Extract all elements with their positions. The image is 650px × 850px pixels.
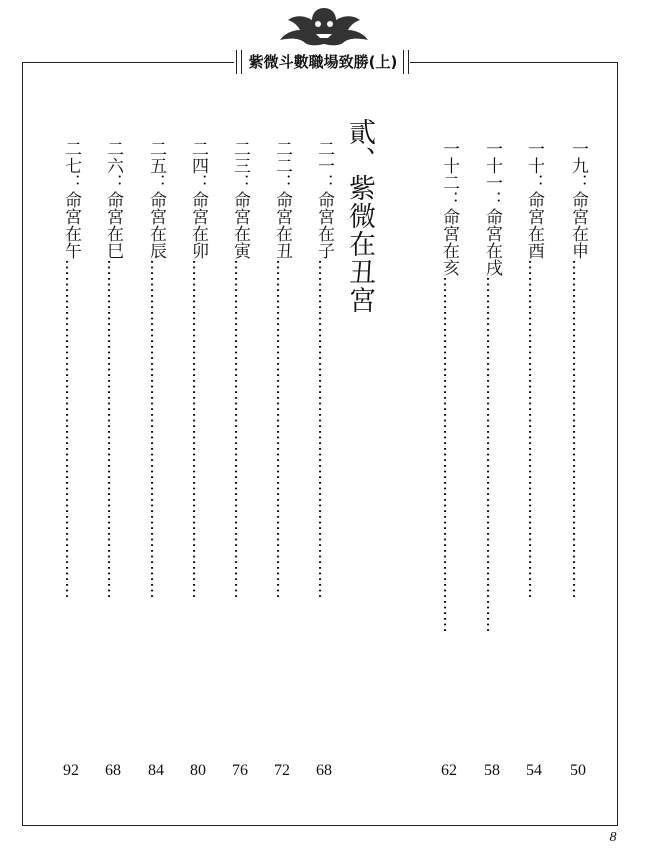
title-bracket-right-outer xyxy=(408,50,409,74)
leader-dots: …………………………………………………… xyxy=(524,259,544,599)
toc-page-number: 72 xyxy=(274,762,290,779)
title-bracket-right-inner xyxy=(403,50,404,74)
leader-dots: …………………………………………………… xyxy=(188,259,208,599)
toc-entry[interactable] xyxy=(185,140,211,750)
toc-page-number: 76 xyxy=(232,762,248,779)
toc-entry-label: 一十：命宮在酉 xyxy=(524,140,544,259)
leader-dots: ……………………………………………………… xyxy=(439,276,459,633)
leader-dots: …………………………………………………… xyxy=(314,259,334,599)
leader-dots: …………………………………………………… xyxy=(272,259,292,599)
frame-bottom-rule xyxy=(22,825,618,826)
frame-left-rule xyxy=(22,62,23,825)
toc-entry-label: 二四：命宮在卯 xyxy=(188,140,208,259)
toc-page-number: 68 xyxy=(316,762,332,779)
toc-entry[interactable] xyxy=(100,140,126,750)
frame-top-left-rule xyxy=(22,62,234,63)
toc-page-number: 50 xyxy=(570,762,586,779)
toc-entry[interactable] xyxy=(521,140,547,750)
folio-page-number: 8 xyxy=(609,830,617,845)
running-title: 紫微斗數職場致勝(上) xyxy=(248,53,398,71)
leader-dots: …………………………………………………… xyxy=(146,259,166,599)
leader-dots: …………………………………………………… xyxy=(103,259,123,599)
title-bracket-left-inner xyxy=(241,50,242,74)
leader-dots: …………………………………………………… xyxy=(568,259,588,599)
toc-page-number: 92 xyxy=(63,762,79,779)
leader-dots: …………………………………………………… xyxy=(230,259,250,599)
toc-entry[interactable] xyxy=(269,140,295,750)
frame-right-rule xyxy=(617,62,618,825)
section-heading: 貳、紫微在丑宮 xyxy=(344,118,375,314)
toc-entry[interactable] xyxy=(479,140,505,750)
toc-entry-label: 二一：命宮在子 xyxy=(314,140,334,259)
toc-entry-label: 一十一：命宮在戌 xyxy=(482,140,502,276)
leader-dots: …………………………………………………… xyxy=(61,259,81,599)
toc-entry-label: 二七：命宮在午 xyxy=(61,140,81,259)
toc-entry[interactable] xyxy=(565,140,591,750)
toc-entry[interactable] xyxy=(143,140,169,750)
toc-entry-label: 二六：命宮在巳 xyxy=(103,140,123,259)
toc-entry-label: 一十二：命宮在亥 xyxy=(439,140,459,276)
toc-page-number: 54 xyxy=(526,762,542,779)
toc-entry-label: 二二：命宮在丑 xyxy=(272,140,292,259)
toc-page-number: 58 xyxy=(484,762,500,779)
toc-page-number: 84 xyxy=(148,762,164,779)
toc-page-number: 68 xyxy=(105,762,121,779)
frame-top-right-rule xyxy=(410,62,618,63)
toc-entry[interactable] xyxy=(58,140,84,750)
toc-entry-label: 一九：命宮在申 xyxy=(568,140,588,259)
leader-dots: ……………………………………………………… xyxy=(482,276,502,633)
toc-entry-label: 二三：命宮在寅 xyxy=(230,140,250,259)
toc-page-number: 62 xyxy=(441,762,457,779)
toc-entry-label: 二五：命宮在辰 xyxy=(146,140,166,259)
toc-page-number: 80 xyxy=(190,762,206,779)
toc-entry[interactable] xyxy=(311,140,337,750)
toc-entry[interactable] xyxy=(227,140,253,750)
title-bracket-left-outer xyxy=(236,50,237,74)
toc-entry[interactable] xyxy=(436,140,462,750)
dragon-head-ornament-icon xyxy=(276,4,372,48)
